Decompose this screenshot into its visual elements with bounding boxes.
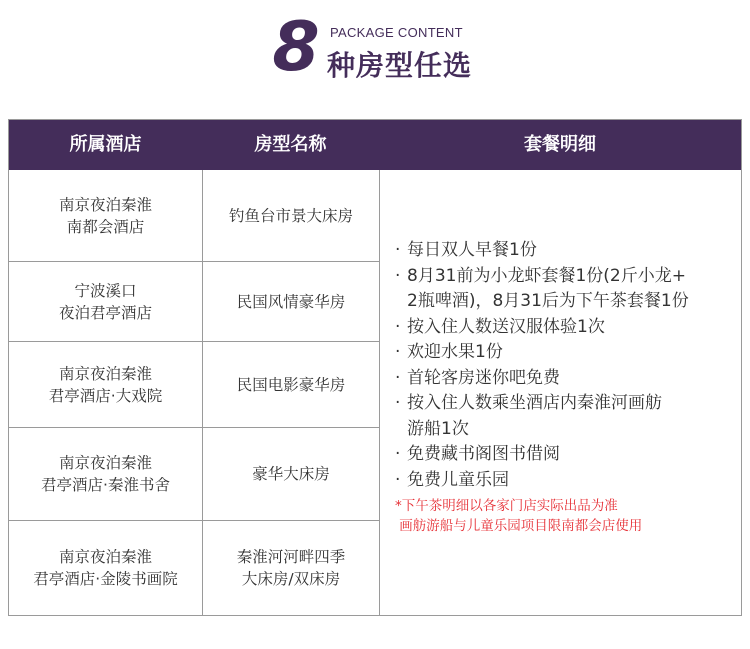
detail-line: 按入住人数送汉服体验1次 bbox=[407, 316, 605, 337]
detail-line: 游船1次 bbox=[407, 418, 469, 439]
column-divider bbox=[379, 170, 380, 615]
bullet-marker: · bbox=[395, 444, 401, 464]
detail-item bbox=[395, 366, 740, 392]
bullet-marker: · bbox=[395, 265, 401, 286]
package-table bbox=[8, 119, 742, 616]
bullet-marker: · bbox=[395, 393, 401, 413]
detail-item bbox=[395, 264, 740, 315]
hotel-name-line: 南京夜泊秦淮 bbox=[58, 548, 152, 566]
room-type-line: 钓鱼台市景大床房 bbox=[228, 206, 353, 225]
detail-line: 欢迎水果1份 bbox=[407, 342, 503, 362]
svg-text:8: 8 bbox=[272, 16, 320, 82]
room-type-cell bbox=[203, 262, 379, 341]
column-header-hotel: 所属酒店 bbox=[69, 134, 142, 155]
bullet-marker: · bbox=[395, 367, 401, 388]
room-type-line: 民国风情豪华房 bbox=[236, 292, 346, 311]
hotel-name-line: 宁波溪口 bbox=[74, 281, 137, 300]
room-type-line: 豪华大床房 bbox=[252, 465, 330, 483]
room-type-line: 民国电影豪华房 bbox=[236, 375, 346, 394]
hotel-name-line: 君亭酒店·秦淮书舍 bbox=[41, 476, 170, 494]
room-type-line: 大床房/双床房 bbox=[241, 570, 341, 588]
column-header-room-type: 房型名称 bbox=[254, 134, 327, 155]
hotel-name-line: 夜泊君亭酒店 bbox=[58, 303, 152, 322]
big-numeral-eight bbox=[271, 16, 321, 82]
hotel-cell bbox=[9, 521, 202, 615]
disclaimer-note bbox=[395, 496, 740, 536]
bullet-marker: · bbox=[395, 240, 401, 260]
hotel-name-line: 南京夜泊秦淮 bbox=[58, 364, 152, 383]
detail-item bbox=[395, 340, 740, 366]
detail-line: 按入住人数乘坐酒店内秦淮河画舫 bbox=[407, 393, 662, 413]
detail-item bbox=[395, 468, 740, 494]
detail-item bbox=[395, 315, 740, 341]
package-details-cell bbox=[395, 238, 740, 536]
package-header bbox=[0, 0, 750, 100]
detail-line: 首轮客房迷你吧免费 bbox=[407, 367, 560, 388]
hotel-name-line: 君亭酒店·大戏院 bbox=[48, 386, 163, 405]
page-title: 种房型任选 bbox=[327, 49, 473, 82]
note-line: 画舫游船与儿童乐园项目限南都会店使用 bbox=[395, 518, 643, 534]
room-type-cell bbox=[203, 521, 379, 615]
detail-item bbox=[395, 391, 740, 442]
hotel-cell bbox=[9, 262, 202, 341]
hotel-cell bbox=[9, 342, 202, 427]
column-header-package-details: 套餐明细 bbox=[524, 134, 596, 155]
bullet-marker: · bbox=[395, 469, 401, 490]
table-header bbox=[9, 120, 741, 170]
detail-line: 2瓶啤酒)，8月31后为下午茶套餐1份 bbox=[407, 291, 689, 311]
detail-line: 每日双人早餐1份 bbox=[407, 240, 537, 260]
package-content-eyebrow: PACKAGE CONTENT bbox=[330, 25, 463, 40]
hotel-name-line: 南京夜泊秦淮 bbox=[58, 454, 152, 472]
hotel-name-line: 君亭酒店·金陵书画院 bbox=[33, 570, 178, 588]
detail-item bbox=[395, 442, 740, 468]
detail-line: 8月31前为小龙虾套餐1份(2斤小龙+ bbox=[407, 265, 686, 286]
detail-line: 免费藏书阁图书借阅 bbox=[407, 444, 560, 464]
bullet-marker: · bbox=[395, 316, 401, 337]
detail-line: 免费儿童乐园 bbox=[407, 469, 509, 490]
hotel-cell bbox=[9, 170, 202, 261]
detail-item bbox=[395, 238, 740, 264]
hotel-name-line: 南京夜泊秦淮 bbox=[58, 195, 152, 214]
room-type-cell bbox=[203, 428, 379, 520]
room-type-line: 秦淮河河畔四季 bbox=[236, 548, 346, 566]
hotel-cell bbox=[9, 428, 202, 520]
room-type-cell bbox=[203, 342, 379, 427]
hotel-name-line: 南都会酒店 bbox=[66, 217, 145, 236]
room-type-cell bbox=[203, 170, 379, 261]
note-line: *下午茶明细以各家门店实际出品为准 bbox=[395, 498, 618, 514]
bullet-marker: · bbox=[395, 342, 401, 362]
